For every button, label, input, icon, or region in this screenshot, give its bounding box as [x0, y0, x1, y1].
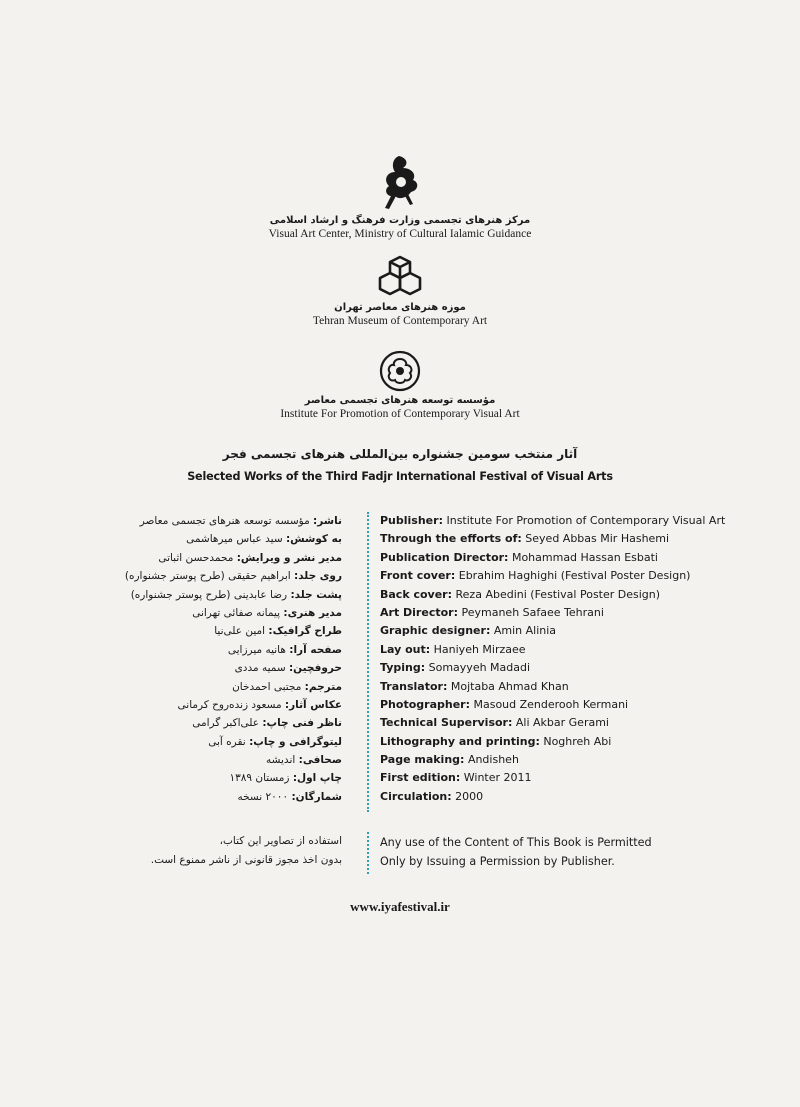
credit-value-fa: مجتبی احمدخان	[232, 680, 302, 693]
credit-row-fa	[80, 641, 342, 659]
credit-label-fa: حروفچین:	[288, 662, 342, 675]
credit-label: Photographer:	[380, 697, 470, 711]
credit-label: Art Director:	[380, 605, 458, 619]
credit-row	[380, 641, 790, 659]
credit-label: Typing:	[380, 661, 426, 675]
credits-divider	[367, 512, 369, 812]
credit-row-fa	[80, 769, 342, 787]
credit-value: Somayyeh Madadi	[428, 661, 531, 675]
institute-name-en: Institute For Promotion of Contemporary Visual Art	[280, 408, 520, 420]
credit-row	[380, 714, 790, 732]
permission-line-1: Any use of the Content of This Book is Permitted	[380, 836, 652, 849]
credit-row	[380, 769, 790, 787]
credit-label: Lay out:	[380, 642, 431, 656]
credit-label-fa: چاپ اول:	[292, 772, 342, 785]
credit-row-fa	[80, 530, 342, 548]
credit-value-fa: زمستان ۱۳۸۹	[229, 772, 290, 785]
credit-row-fa	[80, 604, 342, 622]
credit-row	[380, 512, 790, 530]
credit-label: First edition:	[380, 771, 461, 785]
credit-label-fa: لیتوگرافی و چاپ:	[249, 735, 342, 748]
credit-row	[380, 696, 790, 714]
visual-art-center-name-fa: مرکز هنرهای تجسمی وزارت فرهنگ و ارشاد اسلامی	[269, 215, 531, 226]
permission-divider	[367, 832, 369, 874]
visual-art-center-name-en: Visual Art Center, Ministry of Cultural Ialamic Guidance	[268, 228, 532, 240]
credit-value: Noghreh Abi	[543, 734, 612, 748]
credit-label-fa: عکاس آثار:	[284, 698, 342, 711]
credit-row-fa	[80, 714, 342, 732]
credit-row	[380, 751, 790, 769]
credit-value: Ali Akbar Gerami	[515, 716, 609, 730]
credit-value-fa: علی‌اکبر گرامی	[192, 717, 259, 730]
credit-row-fa	[80, 586, 342, 604]
credit-row	[380, 622, 790, 640]
credit-row-fa	[80, 788, 342, 806]
credit-value: Amin Alinia	[493, 624, 557, 638]
institute-name-fa: مؤسسه توسعه هنرهای تجسمی معاصر	[304, 395, 496, 406]
credit-value-fa: نقره آبی	[208, 735, 246, 748]
credit-label: Publication Director:	[380, 550, 509, 564]
credit-label-fa: شمارگان:	[291, 790, 342, 803]
festival-website: www.iyafestival.ir	[350, 899, 450, 914]
credit-row	[380, 567, 790, 585]
credit-value-fa: امین علی‌نیا	[214, 625, 266, 638]
permission-notice-en	[380, 834, 790, 871]
credit-value: Winter 2011	[463, 771, 532, 785]
credit-label: Circulation:	[380, 789, 452, 803]
credit-value: Ebrahim Haghighi (Festival Poster Design)	[458, 569, 691, 583]
credit-label-fa: روی جلد:	[294, 570, 342, 583]
permission-line-1-fa: استفاده از تصاویر این کتاب،	[219, 835, 342, 847]
credit-label: Publisher:	[380, 514, 443, 527]
permission-notice-fa	[80, 832, 342, 869]
credits-en	[380, 512, 790, 806]
credit-row-fa	[80, 733, 342, 751]
credit-label-fa: طراح گرافیک:	[268, 625, 342, 638]
institute-logo	[0, 350, 800, 421]
tehran-museum-cubes-icon	[376, 255, 424, 299]
credit-row-fa	[80, 696, 342, 714]
tehran-museum-name-en: Tehran Museum of Contemporary Art	[312, 315, 488, 327]
credit-label: Graphic designer:	[380, 624, 491, 638]
credit-row	[380, 586, 790, 604]
credit-row	[380, 788, 790, 806]
credit-row	[380, 604, 790, 622]
credit-row	[380, 659, 790, 677]
credit-value-fa: هانیه میرزایی	[227, 643, 286, 656]
credit-value: 2000	[455, 789, 484, 803]
credit-label-fa: صحافی:	[298, 754, 342, 767]
credit-row-fa	[80, 622, 342, 640]
credit-value-fa: اندیشه	[266, 754, 296, 767]
book-title-fa: آثار منتخب سومین جشنواره بین‌المللی هنرهای تجسمی فجر	[222, 447, 578, 461]
credit-row	[380, 549, 790, 567]
credit-label: Translator:	[380, 679, 448, 693]
visual-art-center-emblem-icon	[377, 152, 423, 212]
credit-label-fa: پشت جلد:	[290, 588, 342, 601]
credit-label-fa: مدیر هنری:	[283, 606, 342, 619]
credit-label: Back cover:	[380, 587, 453, 601]
tehran-museum-logo	[0, 255, 800, 328]
credit-row	[380, 733, 790, 751]
credit-value-fa: پیمانه صفائی تهرانی	[192, 606, 281, 619]
credit-value: Haniyeh Mirzaee	[433, 642, 526, 656]
credit-value: Institute For Promotion of Contemporary Visual Art	[446, 514, 726, 527]
credit-value: Andisheh	[467, 753, 519, 767]
credit-label-fa: ناشر:	[313, 515, 342, 527]
visual-art-center-logo	[0, 152, 800, 241]
credit-label-fa: مدیر نشر و ویرایش:	[236, 551, 342, 564]
credit-value-fa: محمدحسن اثباتی	[158, 551, 234, 564]
credit-value-fa: ابراهیم حقیقی (طرح پوستر جشنواره)	[124, 570, 291, 583]
permission-line-2: Only by Issuing a Permission by Publisher.	[380, 854, 615, 868]
credit-value: Mohammad Hassan Esbati	[511, 550, 658, 564]
credit-row	[380, 530, 790, 548]
credit-row-fa	[80, 549, 342, 567]
credits-fa	[80, 512, 342, 806]
credit-value-fa: سمیه مددی	[234, 662, 286, 675]
permission-line-2-fa: بدون اخذ مجوز قانونی از ناشر ممنوع است.	[150, 853, 342, 866]
credit-value: Seyed Abbas Mir Hashemi	[525, 532, 670, 546]
credit-value: Reza Abedini (Festival Poster Design)	[455, 587, 661, 601]
credit-label: Lithography and printing:	[380, 734, 540, 748]
credit-value: Masoud Zenderooh Kermani	[473, 697, 629, 711]
credit-value: Peymaneh Safaee Tehrani	[461, 605, 604, 619]
tehran-museum-name-fa: موزه هنرهای معاصر تهران	[334, 302, 466, 313]
credit-value: Mojtaba Ahmad Khan	[450, 679, 569, 693]
credit-row-fa	[80, 567, 342, 585]
credit-label: Front cover:	[380, 569, 456, 583]
credit-label: Through the efforts of:	[380, 532, 522, 546]
credit-label: Page making:	[380, 753, 465, 767]
credit-row	[380, 678, 790, 696]
book-title-en: Selected Works of the Third Fadjr International Festival of Visual Arts	[187, 470, 613, 483]
credit-value-fa: مسعود زنده‌روح کرمانی	[177, 698, 282, 711]
credit-value-fa: ۲۰۰۰ نسخه	[237, 790, 289, 803]
credit-value-fa: رضا عابدینی (طرح پوستر جشنواره)	[130, 588, 288, 601]
credit-row-fa	[80, 751, 342, 769]
credit-row-fa	[80, 512, 342, 530]
credit-label-fa: به کوشش:	[285, 533, 342, 546]
credit-label-fa: ناظر فنی چاپ:	[262, 717, 342, 730]
credit-value-fa: سید عباس میرهاشمی	[186, 533, 283, 546]
credit-row-fa	[80, 659, 342, 677]
credit-label-fa: صفحه آرا:	[289, 643, 342, 656]
credit-row-fa	[80, 678, 342, 696]
institute-flower-seal-icon	[379, 350, 421, 392]
credit-value-fa: مؤسسه توسعه هنرهای تجسمی معاصر	[139, 515, 310, 527]
credit-label-fa: مترجم:	[304, 680, 342, 693]
credit-label: Technical Supervisor:	[380, 716, 513, 730]
